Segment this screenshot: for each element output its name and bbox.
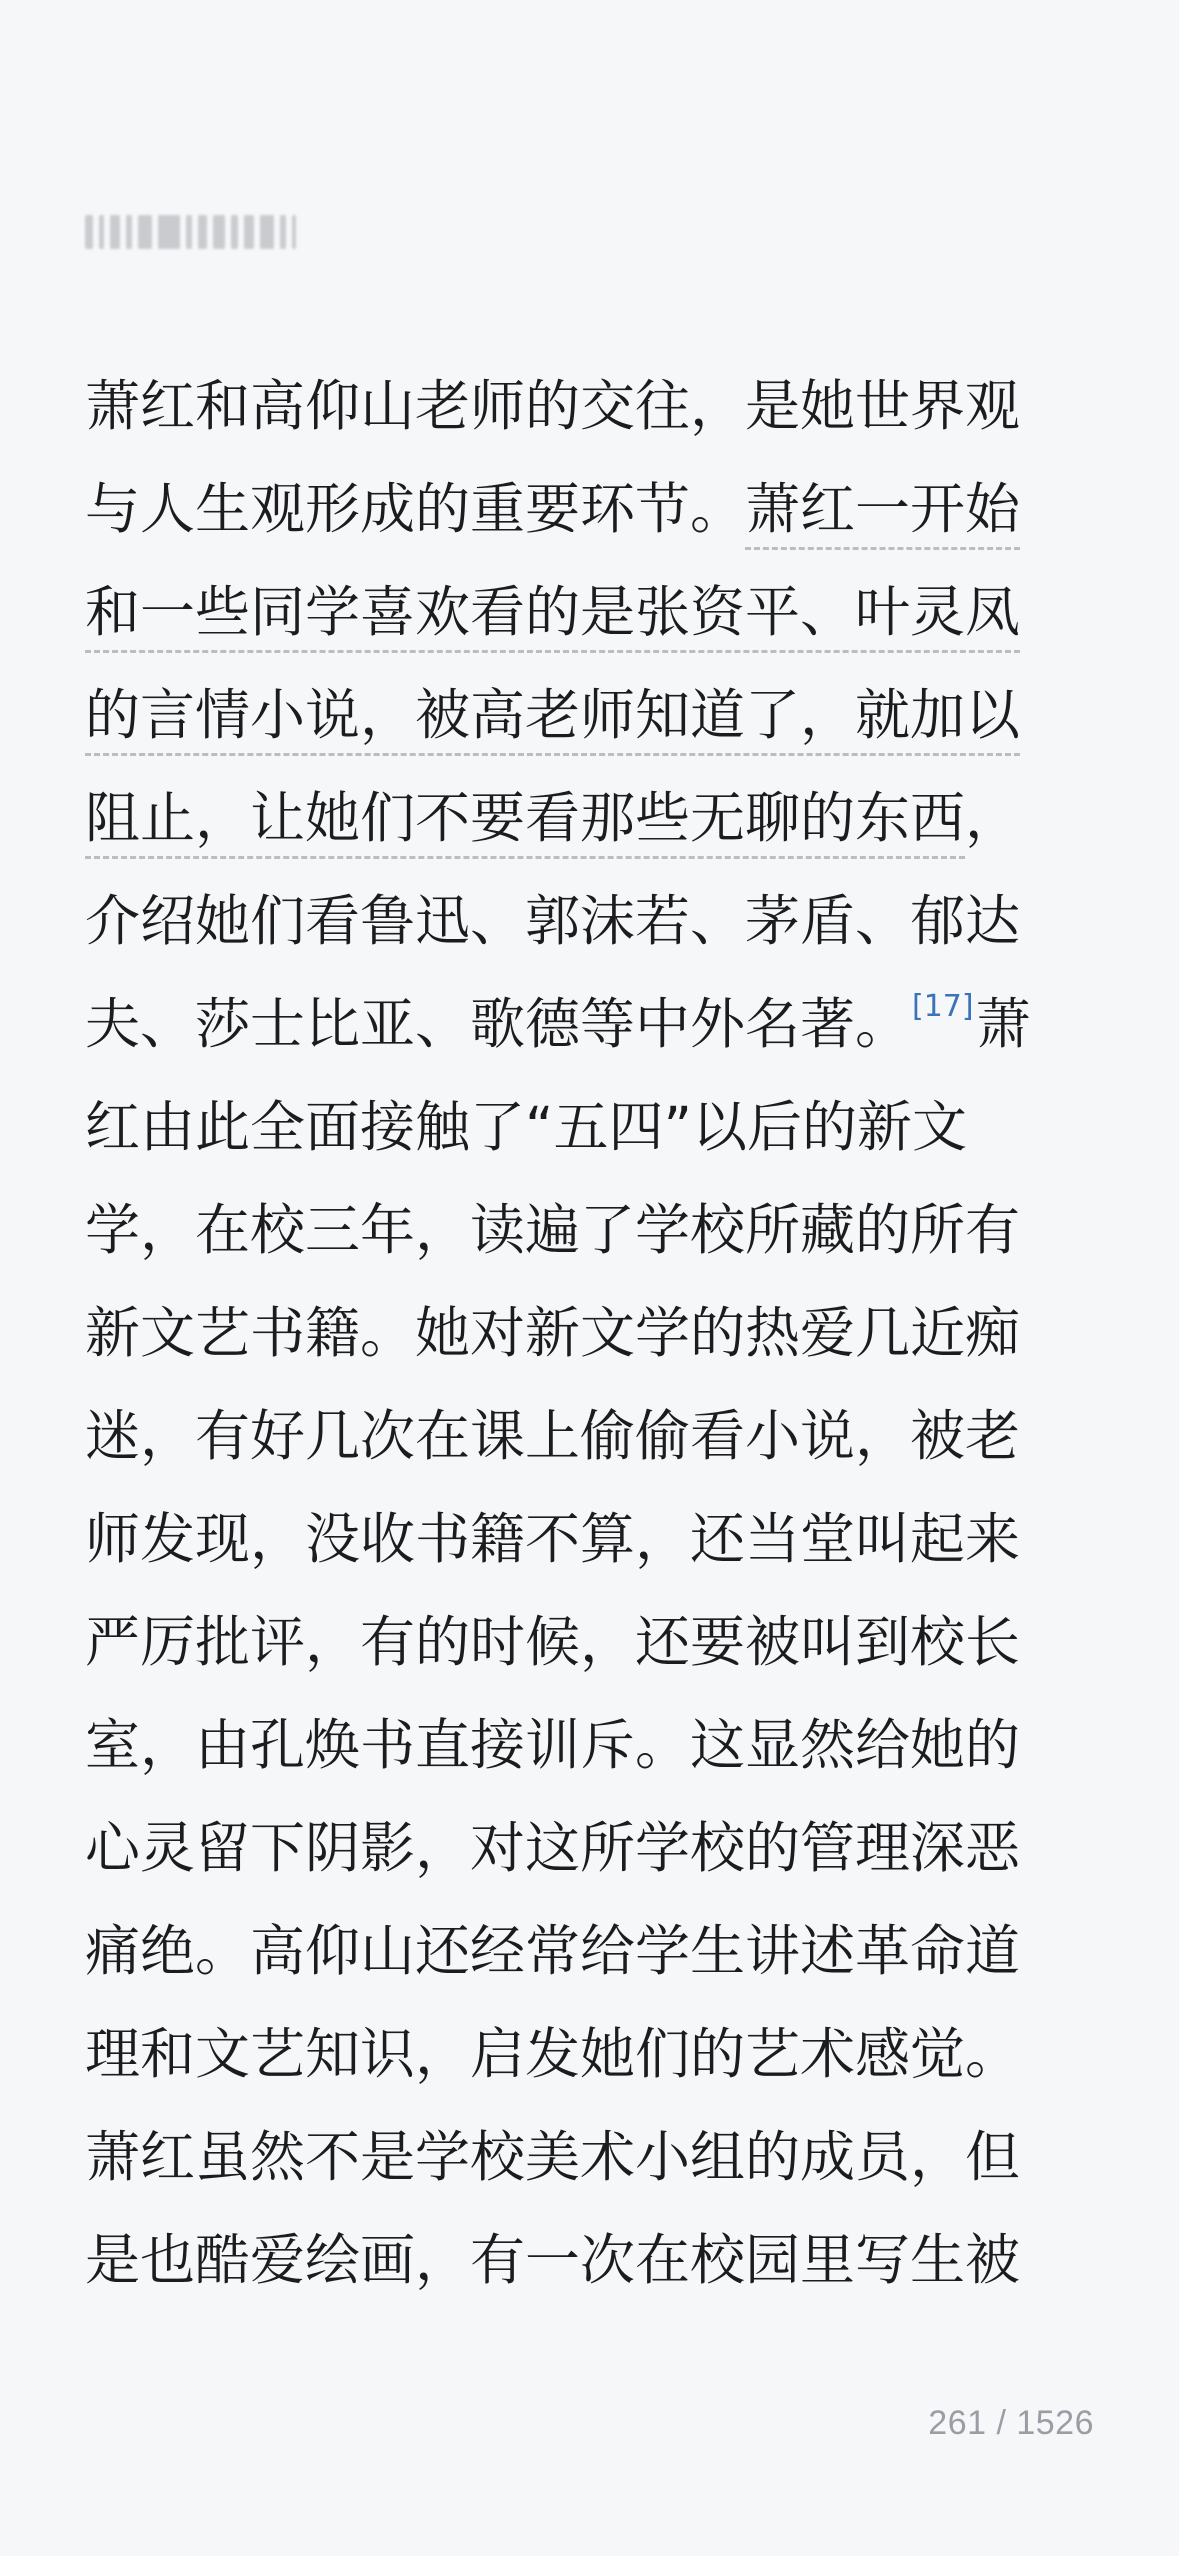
title-stroke xyxy=(280,215,286,249)
text-line xyxy=(85,2209,1095,2312)
text-segment: 萧红虽然不是学校美术小组的成员，但 xyxy=(85,2125,1021,2189)
text-line xyxy=(85,1591,1095,1694)
title-stroke xyxy=(292,215,296,249)
text-line xyxy=(85,1385,1095,1488)
footnote-link[interactable]: [17] xyxy=(912,989,974,1024)
highlighted-text[interactable]: 和一些同学喜欢看的是张资平、叶灵凤 xyxy=(85,580,1020,653)
text-segment: 新文艺书籍。她对新文学的热爱几近痴 xyxy=(85,1301,1021,1365)
text-segment: 红由此全面接触了“五四”以后的新文 xyxy=(85,1095,967,1159)
text-segment: 夫、莎士比亚、歌德等中外名著。 xyxy=(85,992,911,1056)
title-stroke xyxy=(126,215,132,249)
text-segment: 严厉批评，有的时候，还要被叫到校长 xyxy=(85,1610,1021,1674)
text-line xyxy=(85,664,1095,767)
text-segment: 与人生观形成的重要环节。 xyxy=(85,477,746,541)
text-segment: ， xyxy=(965,786,1021,850)
title-stroke xyxy=(198,215,207,249)
title-stroke xyxy=(231,215,238,249)
text-line xyxy=(85,1694,1095,1797)
highlighted-text[interactable]: 萧红一开始 xyxy=(745,477,1020,550)
text-segment: 学，在校三年，读遍了学校所藏的所有 xyxy=(85,1198,1021,1262)
text-line xyxy=(85,1488,1095,1591)
text-line xyxy=(85,870,1095,973)
title-stroke xyxy=(110,215,120,249)
text-segment: 师发现，没收书籍不算，还当堂叫起来 xyxy=(85,1507,1021,1571)
title-stroke xyxy=(158,215,180,249)
title-stroke xyxy=(244,215,254,249)
title-stroke xyxy=(213,215,225,249)
title-stroke xyxy=(138,215,152,249)
text-segment: 萧 xyxy=(975,992,1031,1056)
text-line xyxy=(85,458,1095,561)
page-counter: 261 / 1526 xyxy=(928,2404,1094,2442)
text-line xyxy=(85,561,1095,664)
title-stroke xyxy=(186,215,192,249)
text-line xyxy=(85,1282,1095,1385)
title-stroke xyxy=(85,215,93,249)
text-line xyxy=(85,355,1095,458)
text-line xyxy=(85,2106,1095,2209)
text-line xyxy=(85,1076,1095,1179)
text-segment: 萧红和高仰山老师的交往，是她世界观 xyxy=(85,374,1021,438)
text-segment: 介绍她们看鲁迅、郭沫若、茅盾、郁达 xyxy=(85,889,1021,953)
title-stroke xyxy=(99,215,104,249)
text-line xyxy=(85,1900,1095,2003)
text-line xyxy=(85,1797,1095,1900)
highlighted-text[interactable]: 阻止，让她们不要看那些无聊的东西 xyxy=(85,786,965,859)
chapter-title-blurred xyxy=(85,208,445,256)
text-segment: 痛绝。高仰山还经常给学生讲述革命道 xyxy=(85,1919,1021,1983)
text-segment: 理和文艺知识，启发她们的艺术感觉。 xyxy=(85,2022,1021,2086)
highlighted-text[interactable]: 的言情小说，被高老师知道了，就加以 xyxy=(85,683,1020,756)
text-segment: 迷，有好几次在课上偷偷看小说，被老 xyxy=(85,1404,1021,1468)
text-segment: 心灵留下阴影，对这所学校的管理深恶 xyxy=(85,1816,1021,1880)
text-segment: 室，由孔焕书直接训斥。这显然给她的 xyxy=(85,1713,1021,1777)
book-text-body[interactable] xyxy=(85,355,1095,2312)
title-stroke xyxy=(260,215,274,249)
text-line xyxy=(85,767,1095,870)
text-line xyxy=(85,2003,1095,2106)
text-line xyxy=(85,1179,1095,1282)
text-line xyxy=(85,973,1095,1076)
text-segment: 是也酷爱绘画，有一次在校园里写生被 xyxy=(85,2228,1021,2292)
